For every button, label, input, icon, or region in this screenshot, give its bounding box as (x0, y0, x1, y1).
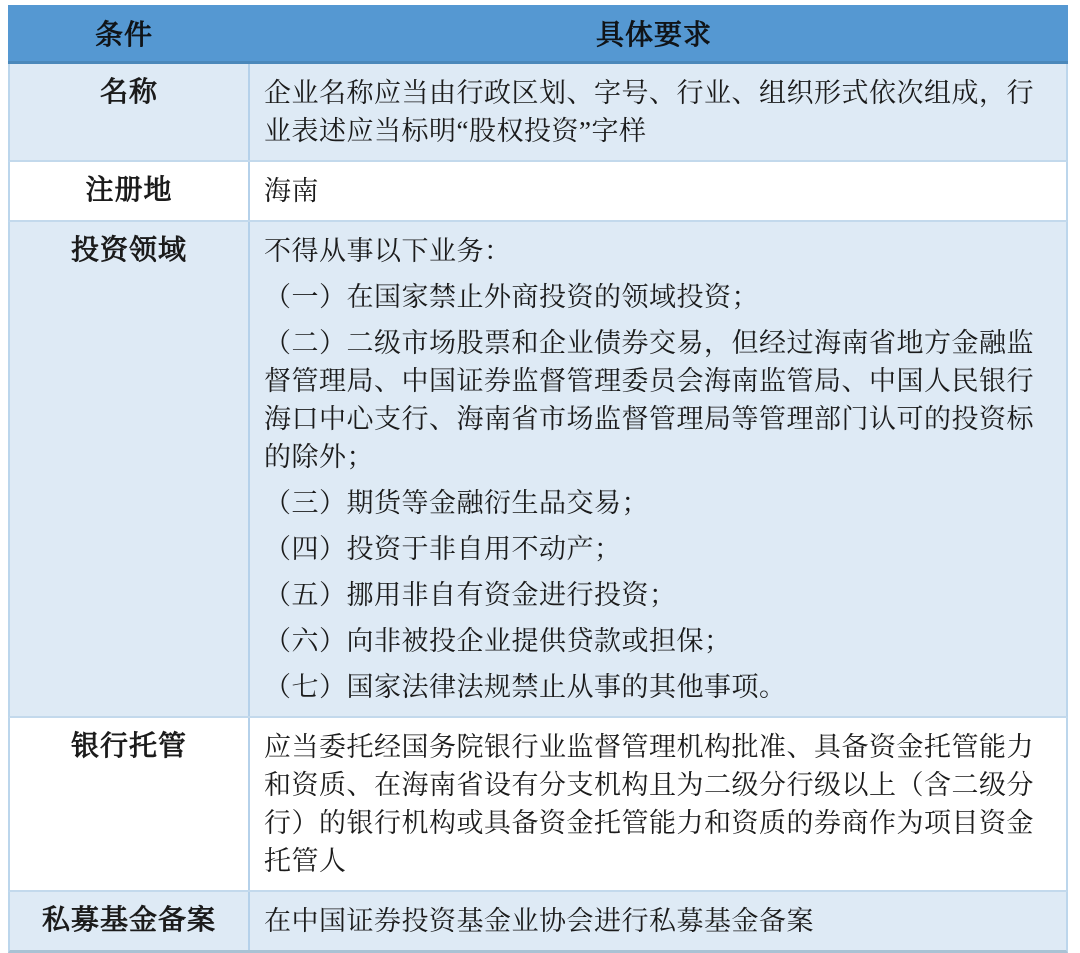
row-label-bank-custody: 银行托管 (70, 731, 187, 762)
cell-paragraph: 在中国证券投资基金业协会进行私募基金备案 (264, 906, 814, 936)
table-row-bank-custody (8, 718, 1068, 892)
row-label-investment-fields: 投资领域 (70, 235, 187, 266)
cell-paragraph: （二）二级市场股票和企业债券交易，但经过海南省地方金融监督管理局、中国证券监督管理委员会海南监管局、中国人民银行海口中心支行、海南省市场监督管理局等管理部门认可的投资标的除外； (264, 328, 1034, 472)
cell-paragraph: （四）投资于非自用不动产； (264, 534, 622, 564)
cell-paragraph: 企业名称应当由行政区划、字号、行业、组织形式依次组成，行业表述应当标明“股权投资”字样 (264, 78, 1034, 146)
row-label-private-fund-filing: 私募基金备案 (41, 905, 216, 936)
cell-paragraph: （六）向非被投企业提供贷款或担保； (264, 626, 732, 656)
cell-paragraph: 应当委托经国务院银行业监督管理机构批准、具备资金托管能力和资质、在海南省设有分支机构且为二级分行级以上（含二级分行）的银行机构或具备资金托管能力和资质的券商作为项目资金托管人 (264, 732, 1034, 876)
cell-paragraph: 不得从事以下业务： (264, 236, 512, 266)
cell-paragraph: （五）挪用非自有资金进行投资； (264, 580, 677, 610)
table-row-investment-fields (8, 222, 1068, 718)
row-label-name: 名称 (99, 77, 158, 108)
header-cell-condition: 条件 (94, 20, 153, 51)
table-row-name (8, 64, 1068, 162)
table-row-registration-place (8, 162, 1068, 222)
requirements-table (8, 5, 1068, 953)
row-content-investment-fields (248, 222, 1066, 716)
row-content-private-fund-filing (248, 892, 1066, 950)
table-header-row (8, 5, 1068, 64)
table-row-private-fund-filing (8, 892, 1068, 953)
header-cell-requirement: 具体要求 (595, 20, 712, 51)
row-content-name (248, 64, 1066, 160)
cell-paragraph: 海南 (264, 176, 319, 206)
cell-paragraph: （一）在国家禁止外商投资的领域投资； (264, 282, 759, 312)
cell-paragraph: （三）期货等金融衍生品交易； (264, 488, 649, 518)
row-content-bank-custody (248, 718, 1066, 890)
row-content-registration-place (248, 162, 1066, 220)
row-label-registration-place: 注册地 (85, 175, 173, 206)
cell-paragraph: （七）国家法律法规禁止从事的其他事项。 (264, 672, 787, 702)
